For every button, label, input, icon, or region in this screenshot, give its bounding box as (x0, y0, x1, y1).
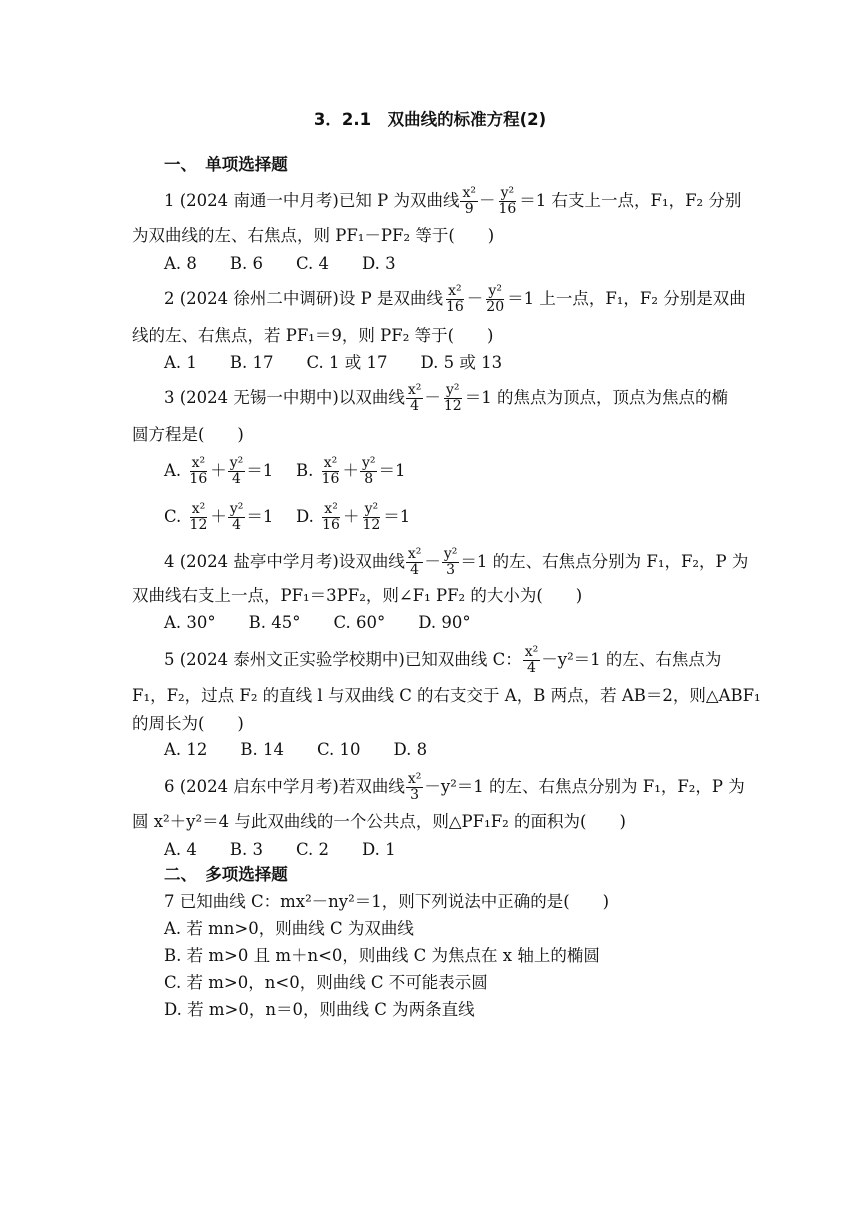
question-1-choices: A. 8 B. 6 C. 4 D. 3 (164, 254, 396, 273)
question-3-line-1: 3 (2024 无锡一中期中)以双曲线 $\frac{\text{x²}}{4}$ － $\frac{\text{y²}}{12}$ ＝1 的焦点为顶点，顶点为焦点的椭 (164, 382, 728, 414)
question-7-option-d: D. 若 m>0，n＝0，则曲线 C 为两条直线 (164, 1000, 475, 1019)
question-3-option-a: A. $\frac{\text{x²}}{16}$ ＋ $\frac{\text{y²}}{4}$ ＝1 (164, 455, 274, 487)
fraction: $\frac{\text{x²}}{4}$ (407, 546, 422, 578)
fraction: $\frac{\text{y²}}{3}$ (443, 546, 458, 578)
question-2-line-2: 线的左、右焦点，若 PF₁＝9，则 PF₂ 等于( ) (132, 326, 494, 345)
question-3-option-d: D. $\frac{\text{x²}}{16}$ ＋ $\frac{\text{y²}}{12}$ ＝1 (296, 501, 411, 533)
fraction: $\frac{\text{x²}}{4}$ (524, 644, 539, 676)
fraction: $\frac{\text{x²}}{3}$ (407, 771, 422, 803)
fraction: $\frac{\text{x²}}{16}$ (445, 283, 464, 315)
question-2-choices: A. 1 B. 17 C. 1 或 17 D. 5 或 13 (164, 353, 503, 372)
question-5-line-1: 5 (2024 泰州文正实验学校期中)已知双曲线 C： $\frac{\text{x²}}{4}$ －y²＝1 的左、右焦点为 (164, 644, 722, 676)
question-3-option-c: C. $\frac{\text{x²}}{12}$ ＋ $\frac{\text{y²}}{4}$ ＝1 (164, 501, 274, 533)
fraction: $\frac{\text{y²}}{16}$ (498, 185, 517, 217)
fraction: $\frac{\text{x²}}{16}$ (189, 455, 208, 487)
question-4-choices: A. 30° B. 45° C. 60° D. 90° (164, 613, 471, 632)
fraction: $\frac{\text{x²}}{12}$ (189, 501, 208, 533)
fraction: $\frac{\text{y²}}{4}$ (229, 501, 244, 533)
fraction: $\frac{\text{x²}}{4}$ (407, 382, 422, 414)
fraction: $\frac{\text{y²}}{8}$ (361, 455, 376, 487)
fraction: $\frac{\text{y²}}{4}$ (229, 455, 244, 487)
question-4-line-1: 4 (2024 盐亭中学月考)设双曲线 $\frac{\text{x²}}{4}$ － $\frac{\text{y²}}{3}$ ＝1 的左、右焦点分别为 F₁，F₂，P 为 (164, 546, 749, 578)
question-7-option-a: A. 若 mn>0，则曲线 C 为双曲线 (164, 919, 414, 938)
question-5-choices: A. 12 B. 14 C. 10 D. 8 (164, 740, 428, 759)
question-2-line-1: 2 (2024 徐州二中调研)设 P 是双曲线 $\frac{\text{x²}}{16}$ － $\frac{\text{y²}}{20}$ ＝1 上一点，F₁，F₂ 分别是双曲 (164, 283, 746, 315)
question-7-option-b: B. 若 m>0 且 m＋n<0，则曲线 C 为焦点在 x 轴上的椭圆 (164, 946, 600, 965)
question-3-option-b: B. $\frac{\text{x²}}{16}$ ＋ $\frac{\text{y²}}{8}$ ＝1 (296, 455, 406, 487)
question-7-stem: 7 已知曲线 C：mx²－ny²＝1，则下列说法中正确的是( ) (164, 892, 610, 911)
question-1-line-1: 1 (2024 南通一中月考)已知 P 为双曲线 $\frac{\text{x²}}{9}$ － $\frac{\text{y²}}{16}$ ＝1 右支上一点，F₁，F₂ 分别 (164, 185, 742, 217)
question-6-line-2: 圆 x²＋y²＝4 与此双曲线的一个公共点，则△PF₁F₂ 的面积为( ) (132, 812, 626, 831)
question-3-line-2: 圆方程是( ) (132, 425, 244, 444)
section-heading-multiple-choice: 二、 多项选择题 (164, 865, 288, 884)
question-6-line-1: 6 (2024 启东中学月考)若双曲线 $\frac{\text{x²}}{3}$ －y²＝1 的左、右焦点分别为 F₁，F₂，P 为 (164, 771, 745, 803)
question-5-line-2: F₁，F₂，过点 F₂ 的直线 l 与双曲线 C 的右支交于 A，B 两点，若 AB＝2，则△ABF₁ (132, 686, 761, 705)
fraction: $\frac{\text{x²}}{16}$ (322, 501, 340, 533)
fraction: $\frac{\text{y²}}{12}$ (362, 501, 381, 533)
section-heading-single-choice: 一、 单项选择题 (164, 155, 288, 174)
page-title: 3．2.1 双曲线的标准方程(2) (313, 110, 547, 129)
question-4-line-2: 双曲线右支上一点，PF₁＝3PF₂，则∠F₁ PF₂ 的大小为( ) (132, 586, 583, 605)
fraction: $\frac{\text{y²}}{12}$ (443, 382, 462, 414)
question-6-choices: A. 4 B. 3 C. 2 D. 1 (164, 840, 396, 859)
question-5-line-3: 的周长为( ) (132, 714, 244, 733)
fraction: $\frac{\text{x²}}{9}$ (462, 185, 476, 217)
fraction: $\frac{\text{x²}}{16}$ (321, 455, 340, 487)
question-1-line-2: 为双曲线的左、右焦点，则 PF₁－PF₂ 等于( ) (132, 226, 495, 245)
question-7-option-c: C. 若 m>0，n<0，则曲线 C 不可能表示圆 (164, 973, 488, 992)
fraction: $\frac{\text{y²}}{20}$ (486, 283, 505, 315)
